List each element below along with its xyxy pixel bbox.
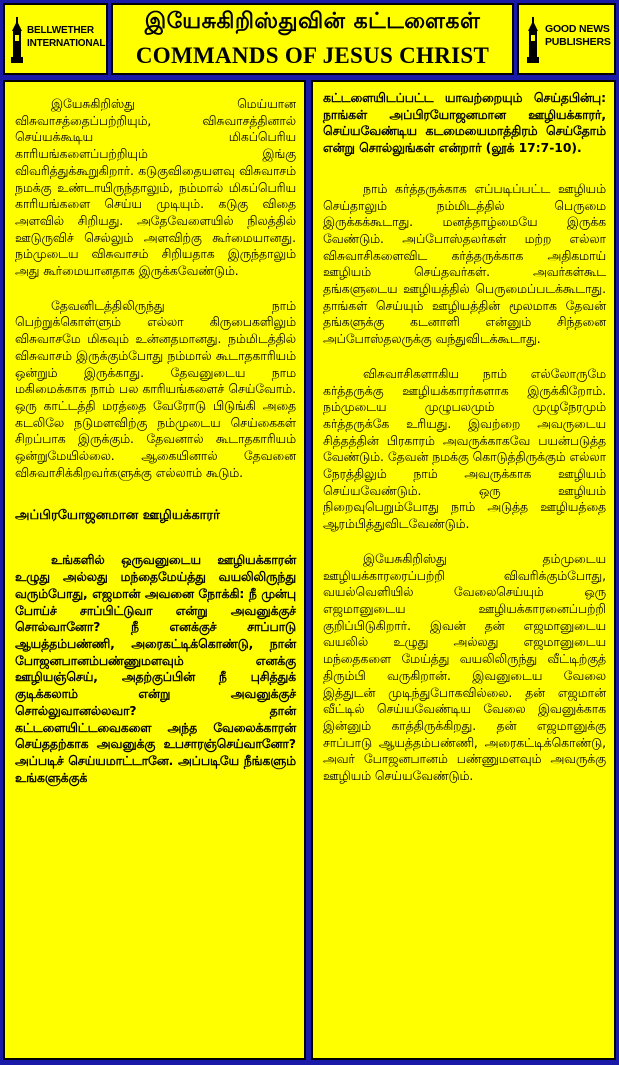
page-header [3,3,616,75]
page-title-english: COMMANDS OF JESUS CHRIST [135,43,490,68]
bellwether-logo-text: BELLWETHER INTERNATIONAL [27,25,106,49]
title-box [111,3,514,75]
bell-tower-icon [525,17,541,65]
paragraph: இயேசுகிறிஸ்து மெய்யான விசுவாசத்தைப்பற்றியும், விசுவாசத்தினால் செய்யக்கூடிய மிகப்பெரிய காரியங்களைப்பற்றியும் இங்கு விவரித்துக்கூறுகிறார். கடுகுவிதையளவு விசுவாசம் நமக்கு உண்டாயிருந்தாலும், நம்மால் மிகப்பெரிய காரியங்களை செய்ய முடியும். கடுகு விதை அளவில் சிறியது. அதேவேளையில் நிலத்தில் ஊடுருவிச் செல்லும் அளவிற்கு கூர்மையானது. நம்முடைய விசுவாசம் சிறியதாக இருந்தாலும் அது கூர்மையானதாக இருக்கவேண்டும். [15,97,296,279]
paragraph: நாம் கர்த்தருக்காக எப்படிப்பட்ட ஊழியம் செய்தாலும் நம்மிடத்தில் பெருமை இருக்கக்கூடாது. மனத்தாழ்மையே இருக்க வேண்டும். அப்போஸ்தலர்கள் மற்ற எல்லா விசுவாசிகளைவிட கர்த்தருக்காக அதிகமாய் ஊழியம் செய்தவர்கள். அவர்கள்கூட தங்களுடைய ஊழியத்தில் பெருமைப்படக்கூடாது. தாங்கள் செய்யும் ஊழியத்தின் மூலமாக தேவன் தங்களுக்கு கடனாளி என்னும் சிந்தனை அப்போஸ்தலருக்கு வந்துவிடக்கூடாது. [323,181,606,347]
good-news-logo-box [517,3,616,75]
bellwether-logo-box [3,3,108,75]
left-column [3,80,306,1060]
page-title-tamil: இயேசுகிறிஸ்துவின் கட்டளைகள் [144,9,481,34]
section-heading: அப்பிரயோஜனமான ஊழியக்காரர் [15,508,220,524]
scripture-quote: கட்டளையிடப்பட்ட யாவற்றையும் செய்தபின்பு: நாங்கள் அப்பிரயோஜனமான ஊழியக்காரர், செய்யவேண்டிய கடமையைமாத்திரம் செய்தோம் என்று சொல்லுங்கள் என்றார் (லூக் 17:7-10). [323,91,606,156]
scripture-quote: உங்களில் ஒருவனுடைய ஊழியக்காரன் உழுது அல்லது மந்தைமேய்த்து வயலிலிருந்து வரும்போது, எஜமான் அவனை நோக்கி: நீ முன்பு போய்ச் சாப்பிட்டுவா என்று அவனுக்குச் சொல்வானோ? நீ எனக்குச் சாப்பாடு ஆயத்தம்பண்ணி, அரைகட்டிக்கொண்டு, நான் போஜனபானம்பண்ணுமளவும் எனக்கு ஊழியஞ்செய், அதற்குப்பின் நீ புசித்துக் குடிக்கலாம் என்று அவனுக்குச் சொல்லுவானல்லவா? தான் கட்டளையிட்டவைகளை அந்த வேலைக்காரன் செய்ததற்காக அவனுக்கு உபசாரஞ்செய்வானோ? அப்படிச் செய்யமாட்டானே. அப்படியே நீங்களும் உங்களுக்குக் [15,553,296,785]
paragraph: இயேசுகிறிஸ்து தம்முடைய ஊழியக்காரரைப்பற்றி விவரிக்கும்போது, வயல்வெளியில் வேலைசெய்யும் ஒரு எஜமானுடைய ஊழியக்காரனைப்பற்றி குறிப்பிடுகிறார். இவன் தன் எஜமானுடைய வயலில் உழுது அல்லது எஜமானுடைய மந்தைகளை மேய்த்து வயலிலிருந்து வீட்டிற்குத் திரும்பி வருகிறான். இவனுடைய வேலை இத்துடன் முடிந்துபோகவில்லை. தன் எஜமான் வீட்டில் செய்யவேண்டிய வேலை இவனுக்காக இன்னும் காத்திருக்கிறது. தன் எஜமானுக்கு சாப்பாடு ஆயத்தம்பண்ணி, அரைகட்டிக்கொண்டு, அவர் போஜனபானம் பண்ணுமளவும் அவருக்கு ஊழியம் செய்யவேண்டும். [323,551,606,784]
good-news-logo-text: GOOD NEWS PUBLISHERS [545,23,611,48]
paragraph: தேவனிடத்திலிருந்து நாம் பெற்றுக்கொள்ளும் எல்லா கிருபைகளிலும் விசுவாசமே மிகவும் உன்னதமானது. நம்மிடத்தில் விசுவாசம் இருக்கும்போது நம்மால் கூடாதகாரியம் ஒன்றும் இருக்காது. தேவனுடைய நாம மகிமைக்காக நாம் பல காரியங்களைச் செய்வோம். ஒரு காட்டத்தி மரத்தை வேரோடு பிடுங்கி அதை கடலிலே நடுமளவிற்கு நம்முடைய செய்கைகள் சிறப்பாக இருக்கும். தேவனால் கூடாதகாரியம் ஒன்றுமேயில்லை. ஆகையினால் தேவனை விசுவாசிக்கிறவர்களுக்கு எல்லாம் கூடும். [15,298,296,480]
right-column [311,80,616,1060]
paragraph: விசுவாசிகளாகிய நாம் எல்லோருமே கர்த்தருக்கு ஊழியக்காரர்களாக இருக்கிறோம். நம்முடைய முழுபலமும் முழுநேரமும் கர்த்தருக்கே உரியது. இவற்றை அவருடைய சித்தத்தின் பிரகாரம் அவருக்காகவே பயன்படுத்த வேண்டும். தேவன் நமக்கு கொடுத்திருக்கும் எல்லா நேரத்திலும் நாம் அவருக்காக ஊழியம் செய்யவேண்டும். ஒரு ஊழியம் நிறைவுபெறும்போது நாம் அடுத்த ஊழியத்தை ஆரம்பித்துவிடவேண்டும். [323,366,606,532]
bell-tower-icon [9,17,25,65]
